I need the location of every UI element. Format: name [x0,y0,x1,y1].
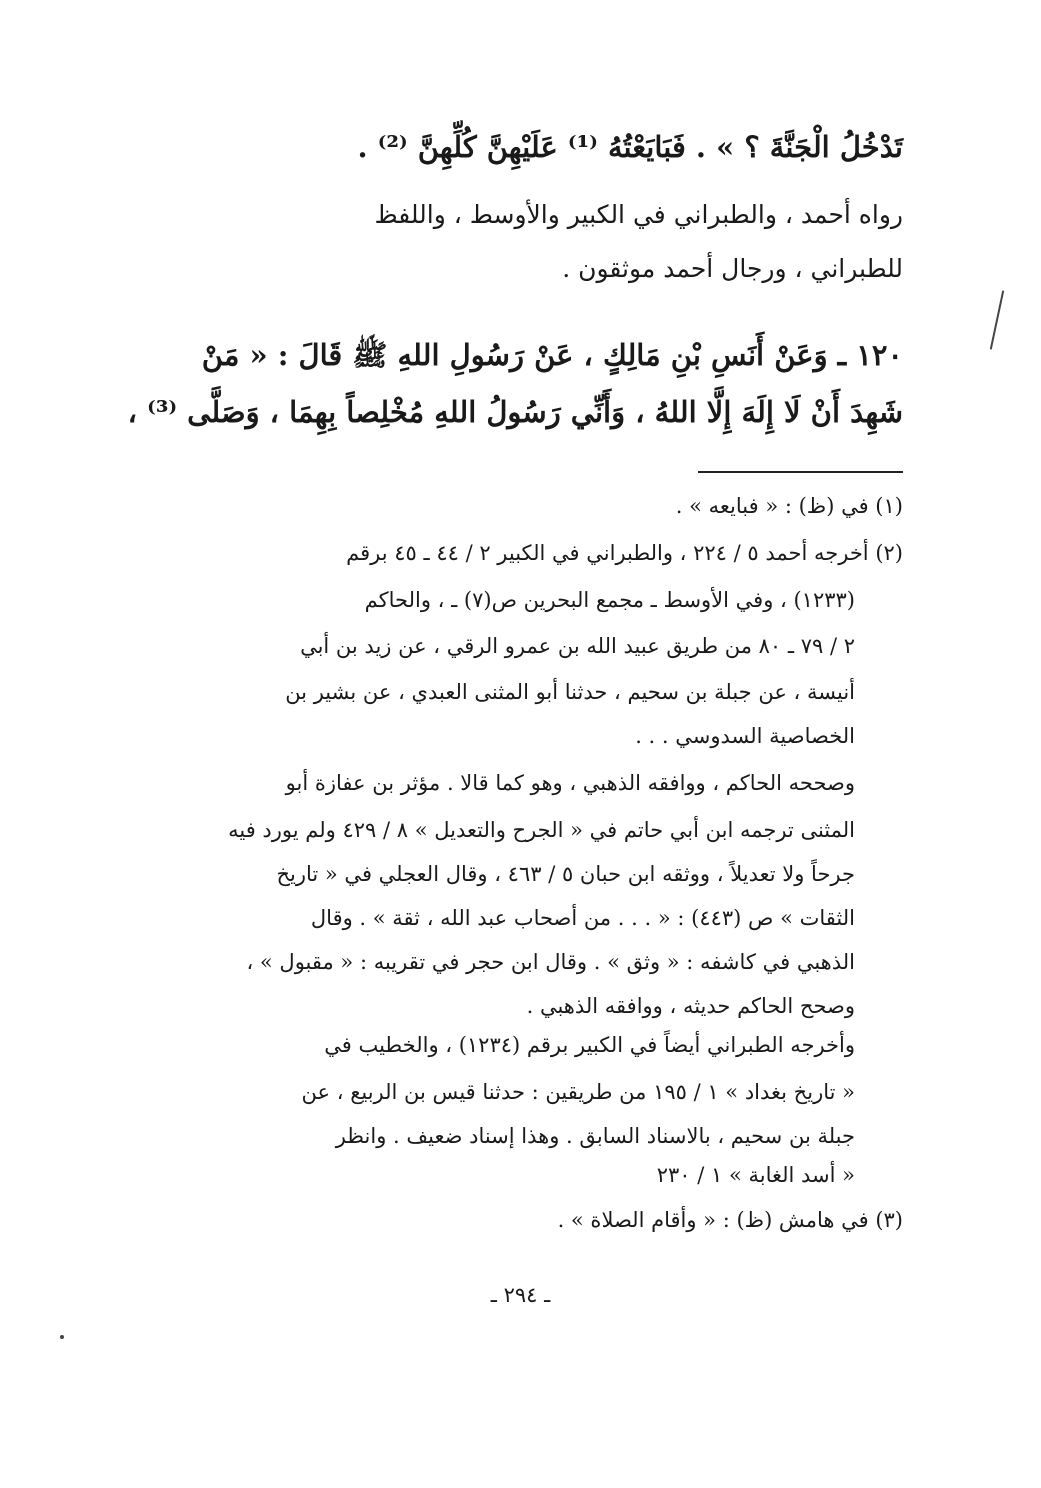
footnote-2-line: (١٢٣٣) ، وفي الأوسط ـ مجمع البحرين ص(٧) ـ ، والحاكم [364,588,855,612]
footnote-3: (٣) في هامش (ظ) : « وأقام الصلاة » . [557,1208,903,1232]
footnote-1: (١) في (ظ) : « فبايعه » . [675,494,903,518]
footnote-2-line: الخصاصية السدوسي . . . [635,724,855,748]
footnote-2-line: وصحح الحاكم حديثه ، ووافقه الذهبي . [526,994,855,1018]
text-line-2: رواه أحمد ، والطبراني في الكبير والأوسط ، واللفظ [374,200,903,229]
page-number: ـ ٢٩٤ ـ [490,1283,551,1307]
text-line-1: تَدْخُلُ الْجَنَّةَ ؟ » . فَبَايَعْتُهُ ⁽¹⁾ عَلَيْهِنَّ كُلِّهِنَّ ⁽²⁾ . [357,130,903,164]
footnote-2-line: وصححه الحاكم ، ووافقه الذهبي ، وهو كما قالا . مؤثر بن عفازة أبو [285,771,855,795]
footnote-2-line: ٢ / ٧٩ ـ ٨٠ من طريق عبيد الله بن عمرو الرقي ، عن زيد بن أبي [300,634,855,658]
text-line-3: للطبراني ، ورجال أحمد موثقون . [562,254,903,283]
footnote-2-line: المثنى ترجمه ابن أبي حاتم في « الجرح والتعديل » ٨ / ٤٢٩ ولم يورد فيه [228,818,855,842]
margin-mark [990,290,1004,349]
footnote-2-line: وأخرجه الطبراني أيضاً في الكبير برقم (١٢٣٤) ، والخطيب في [324,1033,855,1057]
footnote-2-line: الثقات » ص (٤٤٣) : « . . . من أصحاب عبد الله ، ثقة » . وقال [310,906,855,930]
hadith-line-1: ١٢٠ ـ وَعَنْ أَنَسِ بْنِ مَالِكٍ ، عَنْ رَسُولِ اللهِ ﷺ قَالَ : « مَنْ [201,338,903,372]
footnote-2-line: « أسد الغابة » ١ / ٢٣٠ [656,1163,855,1187]
footnote-2-line: جبلة بن سحيم ، بالاسناد السابق . وهذا إسناد ضعيف . وانظر [335,1124,855,1148]
footnote-2-line: (٢) أخرجه أحمد ٥ / ٢٢٤ ، والطبراني في الكبير ٢ / ٤٤ ـ ٤٥ برقم [346,541,903,565]
footnote-2-line: أنيسة ، عن جبلة بن سحيم ، حدثنا أبو المثنى العبدي ، عن بشير بن [285,680,855,704]
footnote-2-line: « تاريخ بغداد » ١ / ١٩٥ من طريقين : حدثنا قيس بن الربيع ، عن [301,1080,855,1104]
footnote-2-line: جرحاً ولا تعديلاً ، ووثقه ابن حبان ٥ / ٤٦٣ ، وقال العجلي في « تاريخ [276,862,855,886]
ink-dot [60,1335,64,1339]
footnote-separator [698,471,903,473]
hadith-line-2: شَهِدَ أَنْ لَا إِلَهَ إِلَّا اللهُ ، وَأَنِّي رَسُولُ اللهِ مُخْلِصاً بِهِمَا ، وَصَلَّى ⁽³⁾ ، [127,395,903,429]
footnote-2-line: الذهبي في كاشفه : « وثق » . وقال ابن حجر في تقريبه : « مقبول » ، [246,950,855,974]
